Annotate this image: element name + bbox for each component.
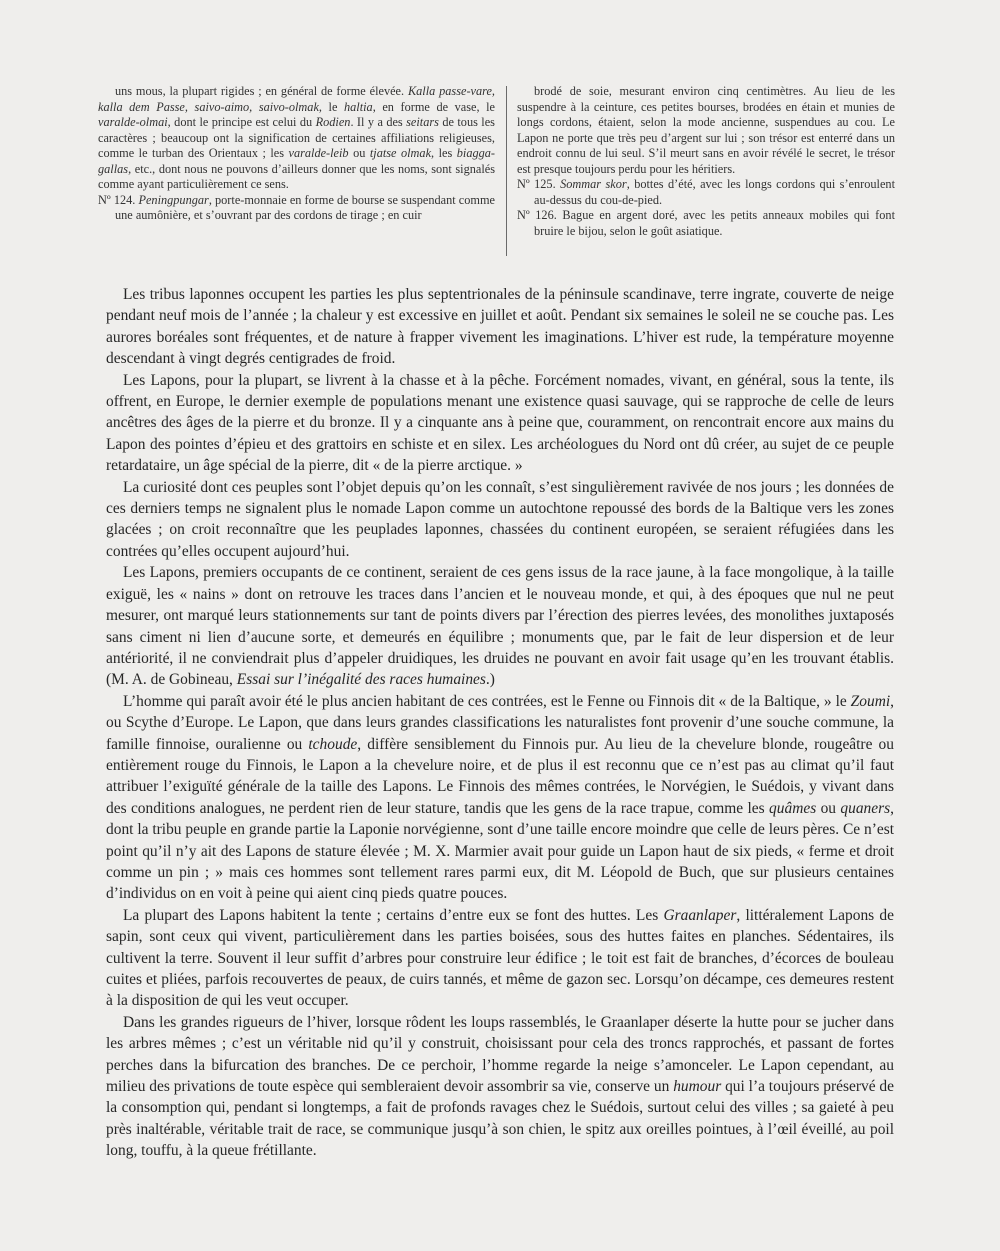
body-paragraph: Les Lapons, pour la plupart, se livrent à la chasse et à la pêche. Forcément nomades, vivant, en général, sous la tente, ils offrent, en Europe, le dernier exemple de populations menant une existence quasi sauvage, qui se rapproche de celle de leurs ancêtres des âges de la pierre et du bronze. Il y a cinquante ans à peine que, couramment, on rencontrait encore aux mains du Lapon des pointes d’épieu et des grattoirs en schiste et en silex. Les archéologues du Nord ont dû créer, au sujet de ce peuple retardataire, un âge spécial de la pierre, dit « de la pierre arctique. »	[106, 371, 894, 475]
body-paragraph: Les Lapons, premiers occupants de ce continent, seraient de ces gens issus de la race jaune, à la face mongolique, à la taille exiguë, les « nains » dont on retrouve les traces dans l’ancien et le nouveau monde, et qui, à des époques que nul ne peut mesurer, ont marqué leurs stationnements sur tant de points divers par l’érection des pierres levées, des monolithes juxtaposés sans ciment ni lien d’aucune sorte, et demeurés en équilibre ; monuments que, par le fait de leur dispersion et de leur antériorité, il ne conviendrait plus d’appeler druidiques, les druides ne pouvant en avoir fait usage qu’en les trouvant établis. (M. A. de Gobineau, Essai sur l’inégalité des races humaines.)	[106, 564, 894, 689]
book-title: Essai sur l’inégalité des races humaines	[236, 671, 486, 689]
column-divider	[506, 86, 507, 256]
notes-column-left	[98, 84, 495, 224]
body-paragraph: Dans les grandes rigueurs de l’hiver, lorsque rôdent les loups rassemblés, le Graanlaper déserte la hutte pour se jucher dans les arbres mêmes ; c’est un véritable nid qu’il y construit, choisissant pour cela des troncs rapprochés, et passant de fortes perches dans la bifurcation des branches. De ce perchoir, l’homme regarde la neige s’amonceler. Le Lapon cependant, au milieu des privations de toute espèce qui sembleraient devoir assombrir sa vie, conserve un humour qui l’a toujours préservé de la consomption qui, pendant si longtemps, a fait de profonds ravages chez le Suédois, surtout celui des villes ; sa gaieté à peu près inaltérable, véritable trait de race, se communique jusqu’à son chien, le spitz aux oreilles pointues, à l’œil éveillé, au poil long, touffu, à la queue frétillante.	[106, 1013, 894, 1160]
catalogue-notes	[98, 84, 895, 264]
body-paragraph: L’homme qui paraît avoir été le plus ancien habitant de ces contrées, est le Fenne ou Finnois dit « de la Baltique, » le Zoumi, ou Scythe d’Europe. Le Lapon, que dans leurs grandes classifications les naturalistes font provenir d’une souche commune, la famille finnoise, ouralienne ou tchoude, diffère sensiblement du Finnois pur. Au lieu de la chevelure blonde, rougeâtre ou entièrement rouge du Finnois, le Lapon a la chevelure noire, et de plus il est reconnu que ce n’est pas au climat qu’il faut attribuer l’exiguïté générale de la taille des Lapons. Le Finnois des mêmes contrées, le Norvégien, le Suédois, y vivant dans des conditions analogues, ne perdent rien de leur stature, tandis que les gens de la race trapue, comme les quâmes ou quaners, dont la tribu peuple en grande partie la Laponie norvégienne, sont d’une taille encore moindre que celle de leurs pères. Ce n’est point qu’il n’y ait des Lapons de stature élevée ; M. X. Marmier avait pour guide un Lapon haut de six pieds, « ferme et droit comme un pin ; » mais ces hommes sont tellement rares parmi eux, dit M. Léopold de Buch, que sur plusieurs centaines d’individus on en voit à peine qui aient cinq pieds quatre pouces.	[106, 692, 894, 903]
note-paragraph: uns mous, la plupart rigides ; en général de forme élevée. Kalla passe-vare, kalla dem Passe, saivo-aimo, saivo-olmak, le haltia, en forme de vase, le varalde-olmai, dont le principe est celui du Rodien. Il y a des seitars de tous les caractères ; beaucoup ont la signification de certaines affiliations religieuses, comme le turban des Orientaux ; les varalde-leib ou tjatse olmak, les biagga-gallas, etc., dont nous ne pouvons d’ailleurs donner que les noms, sont signalés comme ayant particulièrement ce sens.	[98, 84, 496, 192]
note-item-124: Nº 124. Peningpungar, porte-monnaie en forme de bourse se suspendant comme une aumônière, et s’ouvrant par des cordons de tirage ; en cuir	[98, 192, 495, 223]
note-item-125: Nº 125. Sommar skor, bottes d’été, avec les longs cordons qui s’enroulent au-dessus du cou-de-pied.	[517, 177, 896, 207]
body-paragraph: La curiosité dont ces peuples sont l’objet depuis qu’on les connaît, s’est singulièrement ravivée de nos jours ; les données de ces derniers temps ne signalent plus le nomade Lapon comme un autochtone repoussé des bords de la Baltique vers les zones glacées ; on croit reconnaître que les peuplades laponnes, chassées du continent européen, se seraient réfugiées dans les contrées qu’elles occupent aujourd’hui.	[106, 478, 894, 560]
body-paragraph: La plupart des Lapons habitent la tente ; certains d’entre eux se font des huttes. Les Graanlaper, littéralement Lapons de sapin, sont ceux qui vivent, particulièrement dans les parties boisées, sous des huttes faites en planches. Sédentaires, ils cultivent la terre. Souvent il leur suffit d’arbres pour construire leur édifice ; le toit est fait de branches, d’écorces de bouleau cuites et pliées, parfois recouvertes de peaux, de cuirs tannés, et même de gazon sec. Lorsqu’on décampe, ces demeures restent à la disposition de qui les veut occuper.	[106, 906, 894, 1010]
notes-column-right	[517, 84, 895, 239]
note-item-126: Nº 126. Bague en argent doré, avec les petits anneaux mobiles qui font bruire le bijou, selon le goût asiatique.	[517, 208, 895, 238]
note-paragraph: brodé de soie, mesurant environ cinq centimètres. Au lieu de les suspendre à la ceinture, ces petites bourses, brodées en étain et munies de longs cordons, étaient, selon la mode ancienne, suspendues au cou. Le Lapon ne porte que très peu d’argent sur lui ; son trésor est enterré dans un endroit connu de lui seul. S’il meurt sans en avoir révélé le secret, le trésor est presque toujours perdu pour les héritiers.	[517, 84, 895, 176]
body-paragraph: Les tribus laponnes occupent les parties les plus septentrionales de la péninsule scandinave, terre ingrate, couverte de neige pendant neuf mois de l’année ; la chaleur y est excessive en juillet et août. Pendant six semaines le soleil ne se couche pas. Les aurores boréales sont fréquentes, et de nature à frapper vivement les imaginations. L’hiver est rude, la température moyenne descendant à vingt degrés centigrades de froid.	[106, 286, 894, 368]
main-text	[106, 284, 894, 1162]
